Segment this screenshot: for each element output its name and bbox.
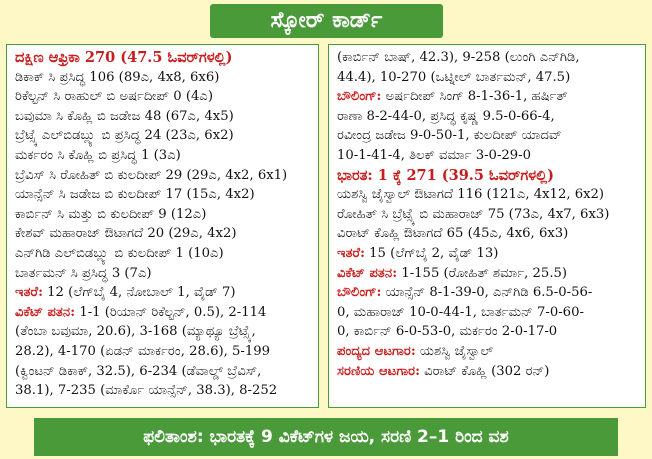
fow-line: (ಕ್ವಿಂಟನ್ ಡಿಕಾಕ್, 32.5), 6-234 (ಡೆವಾಲ್ಡ್ ಬ್ರೆವಿಸ್, [15, 363, 262, 379]
bowling-line: ಅರ್ಷದೀಪ್ ಸಿಂಗ್ 8-1-36-1, ಹರ್ಷಿತ್ [381, 89, 568, 105]
pom-value: ಯಶಸ್ವಿ ಜೈಸ್ವಾಲ್ [415, 343, 494, 359]
extras-label: ಇತರೆ: [15, 285, 43, 301]
batting-line: ಯಶಸ್ವಿ ಜೈಸ್ವಾಲ್ ಔಟಾಗದೆ 116 (121ಎ, 4x12, 6x2) [337, 187, 605, 203]
batting-line: ಕೇಶವ್ ಮಹಾರಾಜ್ ಔಟಾಗದೆ 20 (29ಎ, 4x2) [15, 226, 237, 242]
extras-label: ಇತರೆ: [337, 245, 365, 261]
sa-fall-of-wickets [15, 303, 310, 401]
scorecard-title: ಸ್ಕೋರ್ ಕಾರ್ಡ್ [210, 4, 443, 38]
fow-line: (ತೆಂಬಾ ಬವುಮಾ, 20.6), 3-168 (ಮ್ಯಾಥ್ಯೂ ಬ್ರೆಟ್ಸ್ಕೆ, [15, 324, 256, 340]
sa-innings-heading: ದಕ್ಷಿಣ ಆಫ್ರಿಕಾ 270 (47.5 ಓವರ್‌ಗಳಲ್ಲಿ) [15, 49, 233, 66]
player-of-series [337, 362, 637, 382]
batting-line: ಬ್ರೆವಿಸ್ ಸಿ ರೋಹಿತ್ ಬಿ ಕುಲದೀಪ್ 29 (29ಎ, 4x2, 6x1) [15, 167, 288, 183]
pom-label: ಪಂದ್ಯದ ಆಟಗಾರ: [337, 343, 416, 359]
sa-batting-list [15, 68, 310, 284]
ind-bowling [337, 283, 637, 342]
bowling-line: 10-1-41-4, ತಿಲಕ್ ವರ್ಮಾ 3-0-29-0 [337, 147, 532, 163]
ind-extras [337, 244, 637, 264]
footer [0, 418, 652, 459]
batting-line: ಬಾರ್ತಮನ್ ಸಿ ಪ್ರಸಿದ್ಧ 3 (7ಎ) [15, 265, 152, 281]
batting-line: ಬವುಮಾ ಸಿ ಕೊಹ್ಲಿ ಬಿ ಜಡೇಜ 48 (67ಎ, 4x5) [15, 108, 234, 124]
ind-innings-heading: ಭಾರತ: 1 ಕ್ಕೆ 271 (39.5 ಓವರ್‌ಗಳಲ್ಲಿ) [337, 166, 554, 184]
sa-extras [15, 283, 310, 303]
pos-label: ಸರಣಿಯ ಆಟಗಾರ: [337, 363, 420, 379]
ind-batting-list [337, 185, 637, 244]
bowling-line: 0, ಮಹಾರಾಜ್ 10-0-44-1, ಬಾರ್ತಮನ್ 7-0-60- [337, 304, 584, 320]
batting-line: ಮರ್ಕರಂ ಸಿ ಕೊಹ್ಲಿ ಬಿ ಪ್ರಸಿದ್ಧ 1 (3ಎ) [15, 147, 181, 163]
extras-value: 12 (ಲೆಗ್‌ಬೈ 4, ನೋಬಾಲ್ 1, ವೈಡ್ 7) [42, 285, 236, 301]
batting-line: ಡಿಕಾಕ್ ಸಿ ಪ್ರಸಿದ್ಧ 106 (89ಎ, 4x8, 6x6) [15, 69, 220, 85]
pos-value: ವಿರಾಟ್ ಕೊಹ್ಲಿ (302 ರನ್) [419, 363, 550, 379]
batting-line: ವಿರಾಟ್ ಕೊಹ್ಲಿ ಔಟಾಗದೆ 65 (45ಎ, 4x6, 6x3) [337, 226, 569, 242]
fow-label: ವಿಕೆಟ್ ಪತನ: [15, 304, 76, 320]
player-of-match [337, 342, 637, 362]
bowling-label: ಬೌಲಿಂಗ್: [337, 285, 382, 301]
extras-value: 15 (ಲೆಗ್‌ಬೈ 2, ವೈಡ್ 13) [364, 245, 499, 261]
sa-bowling [337, 87, 637, 165]
bowling-line: 0, ಕಾರ್ಬಿನ್ 6-0-53-0, ಮರ್ಕರಂ 2-0-17-0 [337, 324, 558, 340]
batting-line: ರಿಕೆಲ್ಟನ್ ಸಿ ರಾಹುಲ್ ಬಿ ಅರ್ಷದೀಪ್ 0 (4ಎ) [15, 89, 213, 105]
sa-fow-continued: (ಕಾರ್ಬಿನ್ ಬಾಷ್, 42.3), 9-258 (ಲುಂಗಿ ಎನ್‌ಗಿಡಿ, [337, 50, 580, 65]
result-banner: ಫಲಿತಾಂಶ: ಭಾರತಕ್ಕೆ 9 ವಿಕೆಟ್‌ಗಳ ಜಯ, ಸರಣಿ 2–1 ರಿಂದ ವಶ [34, 418, 618, 456]
bowling-label: ಬೌಲಿಂಗ್: [337, 89, 382, 105]
india-innings-panel [328, 44, 646, 408]
fow-value: 1-155 (ರೋಹಿತ್ ಶರ್ಮಾ, 25.5) [397, 265, 568, 281]
bowling-line: ಯಾನ್ಸೆನ್ 8-1-39-0, ಎನ್‌ಗಿಡಿ 6.5-0-56- [381, 285, 593, 301]
batting-line: ಕಾರ್ಬಿನ್ ಸಿ ಮತ್ತು ಬಿ ಕುಲದೀಪ್ 9 (12ಎ) [15, 206, 207, 222]
batting-line: ರೋಹಿತ್ ಸಿ ಬ್ರೆಟ್ಸ್ಕೆ ಬಿ ಮಹಾರಾಜ್ 75 (73ಎ, 4x7, 6x3) [337, 206, 610, 222]
bowling-line: ರಾಣಾ 8-2-44-0, ಪ್ರಸಿದ್ಧ ಕೃಷ್ಣ 9.5-0-66-4, [337, 108, 555, 124]
ind-fall-of-wickets [337, 264, 637, 284]
bowling-line: ರವೀಂದ್ರ ಜಡೇಜ 9-0-50-1, ಕುಲದೀಪ್ ಯಾದವ್ [337, 128, 562, 144]
sa-fow-continued: 44.4), 10-270 (ಒಟ್ನೀಲ್ ಬಾರ್ತಮನ್, 47.5) [337, 69, 571, 85]
fow-line: 1-1 (ರಿಯಾನ್ ರಿಕೆಲ್ಟನ್, 0.5), 2-114 [75, 304, 267, 320]
fow-label: ವಿಕೆಟ್ ಪತನ: [337, 265, 398, 281]
fow-line: 38.1), 7-235 (ಮಾರ್ಕೊ ಯಾನ್ಸೆನ್, 38.3), 8-252 [15, 383, 278, 399]
batting-line: ಎನ್‌ಗಿಡಿ ಎಲ್‌ಬಿಡಬ್ಲ್ಯು ಬಿ ಕುಲದೀಪ್ 1 (10ಎ) [15, 245, 224, 261]
header [0, 0, 652, 42]
batting-line: ಬ್ರೆಟ್ಸ್ಕೆ ಎಲ್‌ಬಿಡಬ್ಲ್ಯು ಬಿ ಪ್ರಸಿದ್ಧ 24 (23ಎ, 6x2) [15, 128, 234, 144]
batting-line: ಯಾನ್ಸೆನ್ ಸಿ ಜಡೇಜ ಬಿ ಕುಲದೀಪ್ 17 (15ಎ, 4x2) [15, 187, 255, 203]
south-africa-innings-panel [6, 44, 319, 408]
fow-line: 28.2), 4-170 (ಏಡನ್ ಮಾರ್ಕರಂ, 28.6), 5-199 [15, 343, 271, 359]
